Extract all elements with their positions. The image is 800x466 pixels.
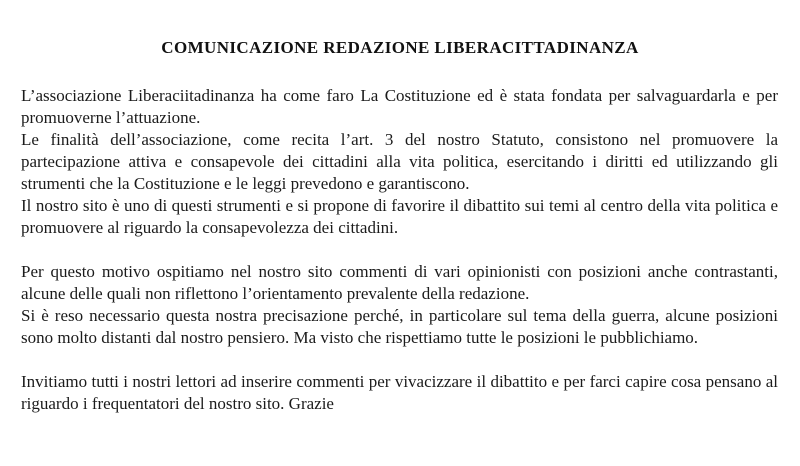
paragraph-group-invitation xyxy=(21,371,778,415)
paragraph: Invitiamo tutti i nostri lettori ad inserire commenti per vivacizzare il dibattito e per farci capire cosa pensano al riguardo i frequentatori del nostro sito. Grazie xyxy=(21,372,778,413)
document-body xyxy=(0,85,800,415)
paragraph: Le finalità dell’associazione, come recita l’art. 3 del nostro Statuto, consistono nel promuovere la partecipazione attiva e consapevole dei cittadini alla vita politica, esercitando i diritti ed utilizzando gli strumenti che la Costituzione e le leggi prevedono e garantiscono. xyxy=(21,130,778,193)
paragraph: Il nostro sito è uno di questi strumenti e si propone di favorire il dibattito sui temi al centro della vita politica e promuovere al riguardo la consapevolezza dei cittadini. xyxy=(21,196,778,237)
paragraph: Si è reso necessario questa nostra precisazione perché, in particolare sul tema della guerra, alcune posizioni sono molto distanti dal nostro pensiero. Ma visto che rispettiamo tutte le posizioni le pubblichiamo. xyxy=(21,306,778,347)
document-title: COMUNICAZIONE REDAZIONE LIBERACITTADINANZA xyxy=(161,38,639,57)
paragraph-group-motivation xyxy=(21,261,778,349)
paragraph-group-intro xyxy=(21,85,778,239)
paragraph: Per questo motivo ospitiamo nel nostro sito commenti di vari opinionisti con posizioni anche contrastanti, alcune delle quali non riflettono l’orientamento prevalente della redazione. xyxy=(21,262,778,303)
paragraph: L’associazione Liberaciitadinanza ha come faro La Costituzione ed è stata fondata per salvaguardarla e per promuoverne l’attuazione. xyxy=(21,86,778,127)
